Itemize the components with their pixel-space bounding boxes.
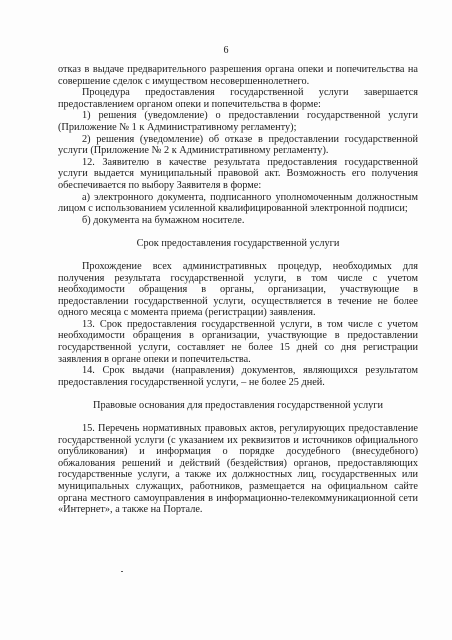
paragraph-paper-document: б) документа на бумажном носителе. [82, 214, 245, 226]
scan-speck [121, 571, 123, 572]
paragraph-13-term: 13. Срок предоставления государственной услуги, в том числе с учетом необходимости обращения в организации, участвующие в предоставлении государственной услуги, составляет не более 15 дней со дня регистрации заявления в органе опеки и попечительства. [58, 318, 418, 365]
paragraph-14-issuance-term: 14. Срок выдачи (направления) документов, являющихся результатом предоставления государственной услуги, – не более 25 дней. [58, 365, 418, 388]
paragraph-15-legal-acts: 15. Перечень нормативных правовых актов, регулирующих предоставление государственной услуги (с указанием их реквизитов и источников официального опубликования) и информация о порядке досудебного (внесудебного) обжалования решений и действий (бездействия) органов, предоставляющих государственные услуги, а также их должностных лиц, государственных или муниципальных служащих, работников, размещается на официальном сайте органа местного самоуправления в информационно-телекоммуникационной сети «Интернет», а также на Портале. [58, 423, 418, 516]
paragraph-decision-provision: 1) решения (уведомление) о предоставлении государственной услуги (Приложение № 1 к Административному регламенту); [58, 110, 418, 133]
paragraph-decision-refusal: 2) решения (уведомление) об отказе в предоставлении государственной услуги (Приложение № 2 к Административному регламенту). [58, 133, 418, 157]
paragraph-electronic-document: а) электронного документа, подписанного уполномоченным должностным лицом с использованием усиленной квалифицированной электронной подписи; [58, 191, 418, 215]
section-heading-legal-basis: Правовые основания для предоставления государственной услуги [93, 400, 383, 412]
section-heading-term: Срок предоставления государственной услуги [136, 238, 340, 250]
paragraph-procedure-completion: Процедура предоставления государственной услуги завершается предоставлением органом опеки и попечительства в форме: [58, 87, 418, 110]
page-number: 6 [223, 45, 229, 56]
paragraph-administrative-procedures: Прохождение всех административных процедур, необходимых для получения результата государственной услуги, в том числе с учетом необходимости обращения в органы, организации, участвующие в предоставлении государственной услуги, осуществляется в течение не более одного месяца с момента приема (регистрации) заявления. [58, 260, 418, 319]
paragraph-refusal: отказ в выдаче предварительного разрешения органа опеки и попечительства на совершение сделок с имуществом несовершеннолетнего. [58, 64, 418, 87]
document-body [58, 64, 418, 516]
paragraph-12-result: 12. Заявителю в качестве результата предоставления государственной услуги выдается муниципальный правовой акт. Возможность его получения обеспечивается по выбору Заявителя в форме: [58, 156, 418, 191]
